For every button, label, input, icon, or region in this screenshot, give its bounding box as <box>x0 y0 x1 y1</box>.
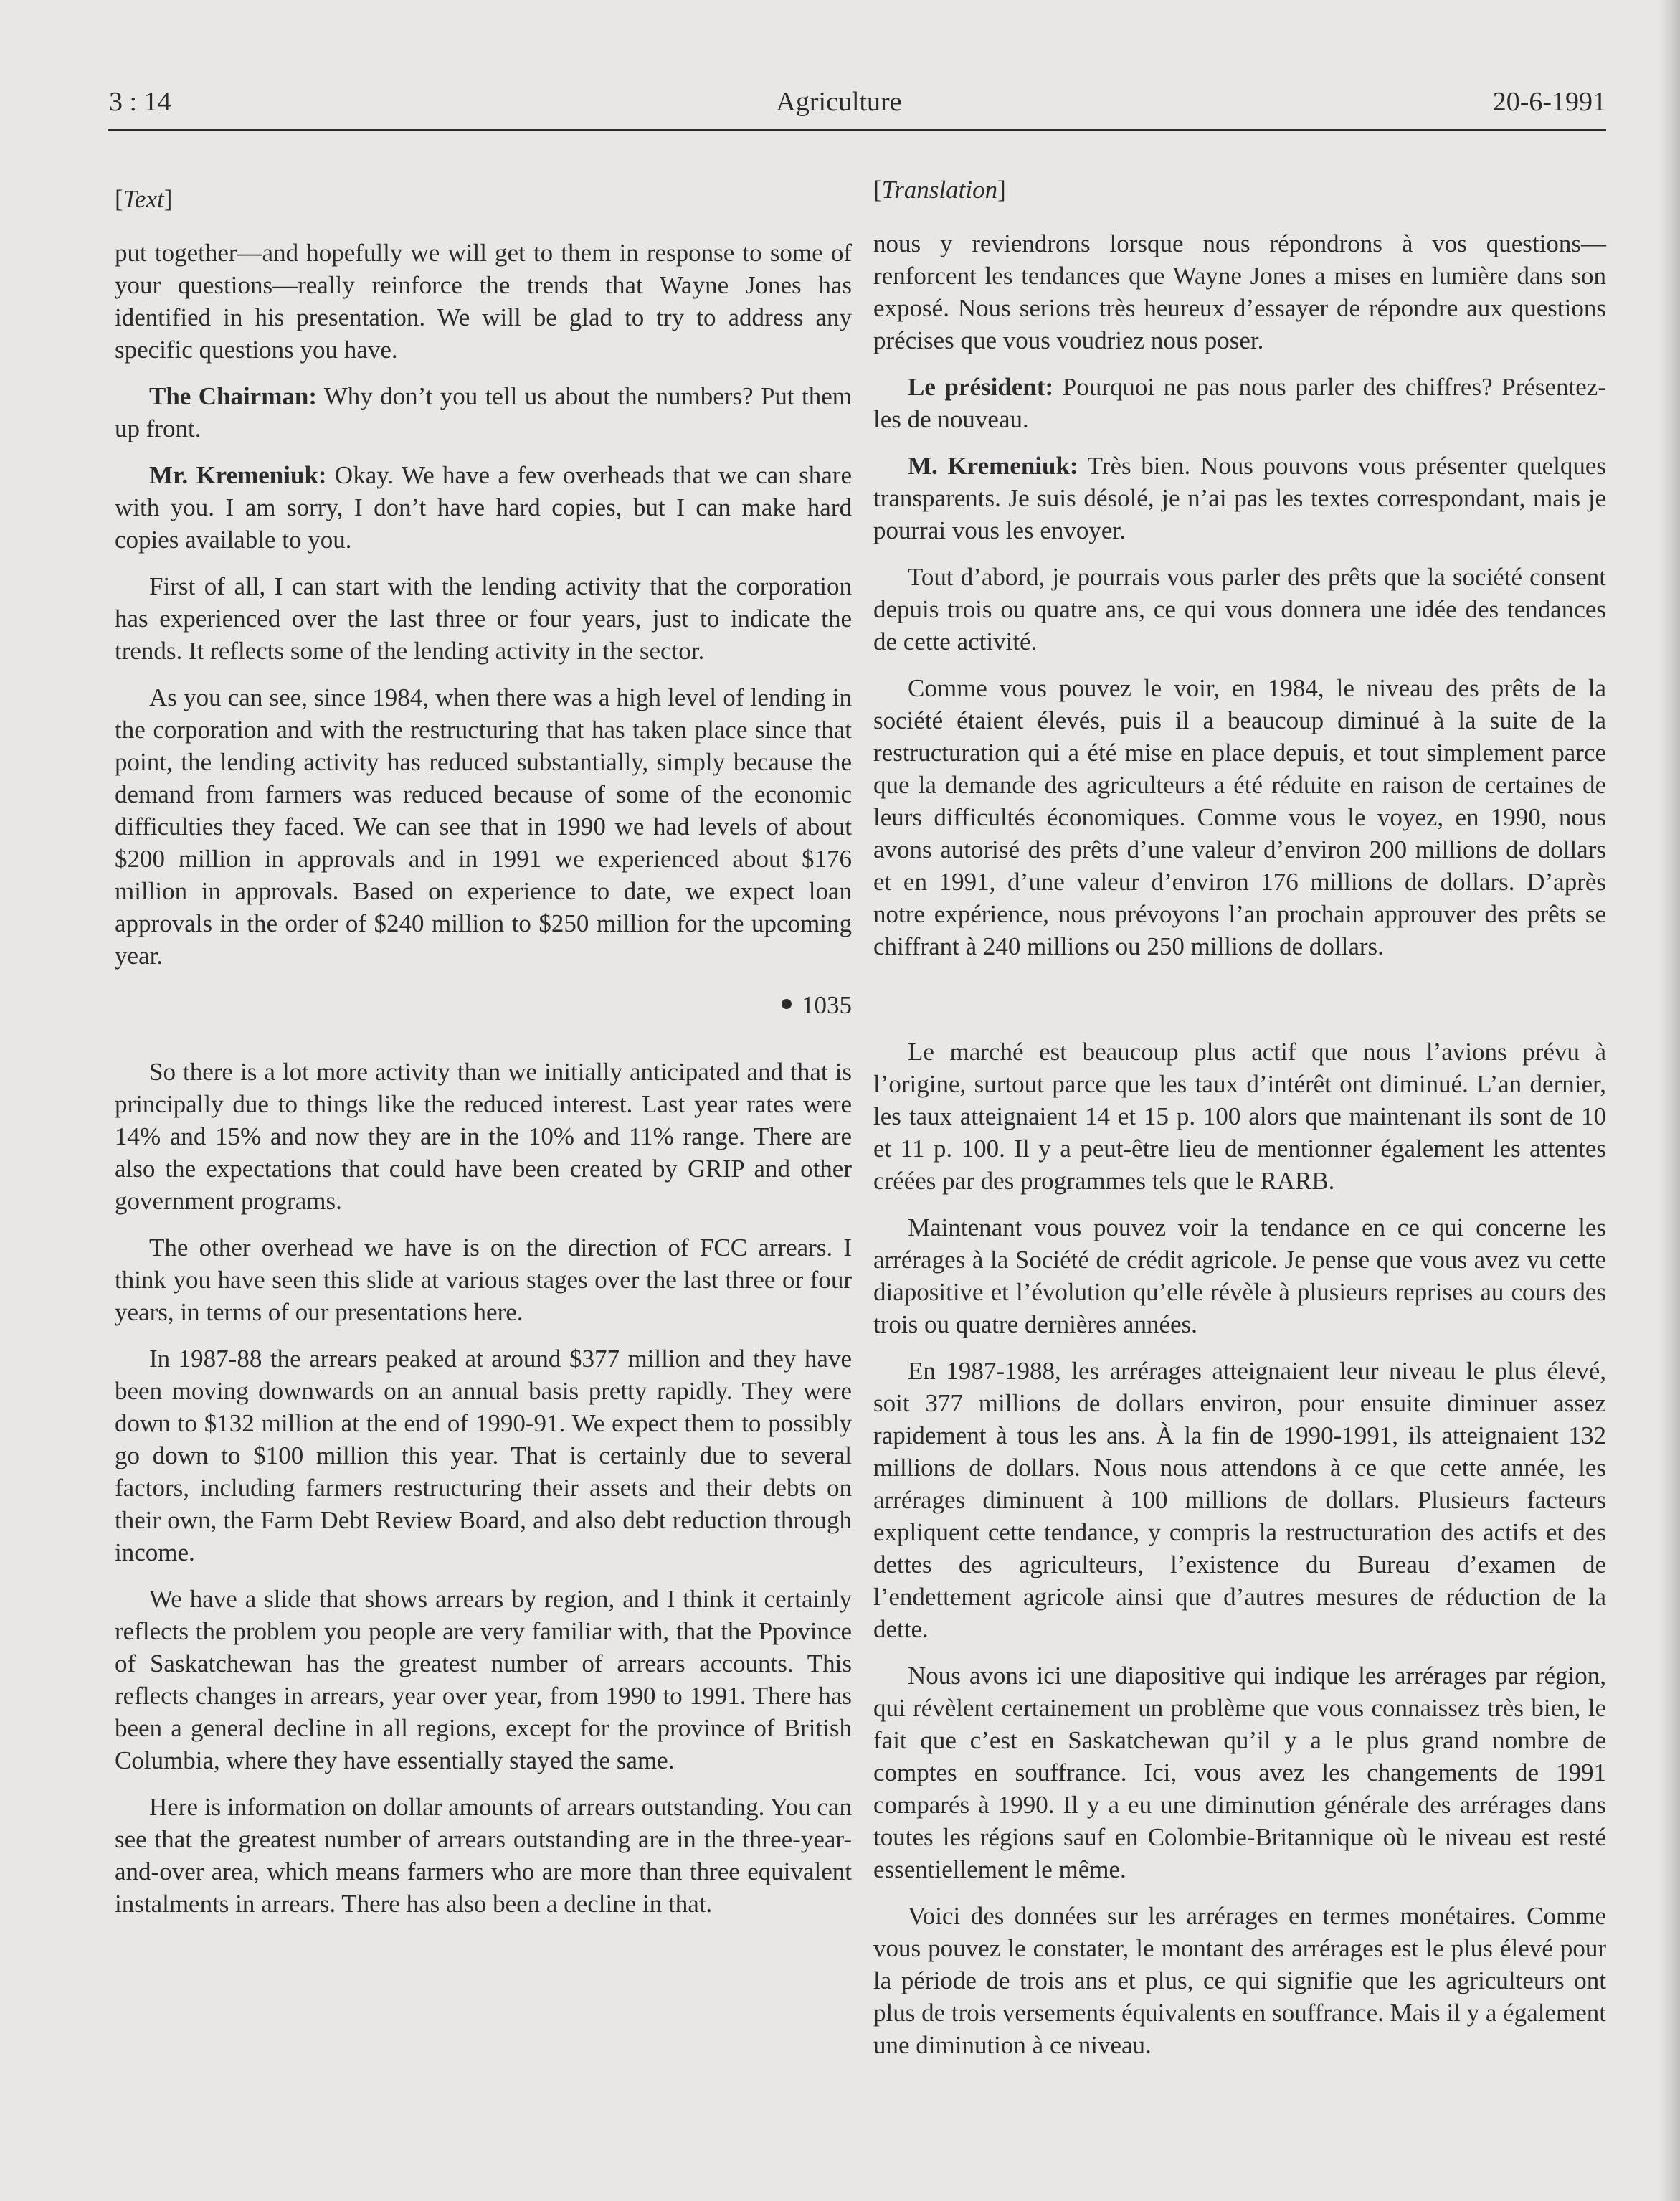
english-paragraph <box>115 1343 852 1568</box>
running-title: Agriculture <box>776 87 902 117</box>
english-paragraph <box>115 1791 852 1920</box>
speaker-name: M. Kremeniuk: <box>908 452 1078 480</box>
speaker-name: Le président: <box>908 373 1054 401</box>
paragraph-text: The other overhead we have is on the direction of FCC arrears. I think you have seen this slide at various stages over the last three or four years, in terms of our presentations here. <box>115 1234 852 1326</box>
french-column-spacer <box>873 977 1606 1036</box>
paragraph-text: As you can see, since 1984, when there was a high level of lending in the corporation and with the restructuring that has taken place since that point, the lending activity has reduced substantially, simply because the demand from farmers was reduced because of some of the economic difficulties they faced. We can see that in 1990 we had levels of about $200 million in approvals and in 1991 we experienced about $176 million in approvals. Based on experience to date, we expect loan approvals in the order of $240 million to $250 million for the upcoming year. <box>115 683 852 970</box>
english-paragraph <box>115 380 852 445</box>
french-column <box>873 174 1606 2075</box>
english-heading-text: Text <box>123 185 164 213</box>
french-paragraph <box>873 1660 1606 1885</box>
header-date: 20-6-1991 <box>1492 87 1606 117</box>
page-edge-shadow <box>1658 0 1680 2201</box>
french-paragraphs <box>873 227 1606 962</box>
english-paragraph <box>115 570 852 667</box>
english-paragraph <box>115 681 852 972</box>
english-paragraph <box>115 237 852 366</box>
english-paragraph <box>115 1231 852 1328</box>
paragraph-text: Pourquoi ne pas nous parler des chiffres? Présentez-les de nouveau. <box>873 373 1606 433</box>
french-paragraph <box>873 1900 1606 2061</box>
time-marker-text: 1035 <box>802 991 852 1019</box>
bullet-icon <box>782 999 792 1009</box>
english-column <box>115 183 852 1934</box>
french-paragraph <box>873 1211 1606 1340</box>
french-paragraph <box>873 1355 1606 1645</box>
french-column-heading: [Translation] <box>873 176 1006 204</box>
page-number: 3 : 14 <box>109 87 171 117</box>
french-heading-text: Translation <box>881 176 998 204</box>
speaker-name: Mr. Kremeniuk: <box>149 461 327 489</box>
header-rule <box>108 129 1606 131</box>
paragraph-text: Okay. We have a few overheads that we can share with you. I am sorry, I don’t have hard copies, but I can make hard copies available to you. <box>115 461 852 554</box>
speaker-name: The Chairman: <box>149 382 317 410</box>
english-paragraphs-continued <box>115 1056 852 1920</box>
paragraph-text: Comme vous pouvez le voir, en 1984, le niveau des prêts de la société étaient élevés, puis il a beaucoup diminué à la suite de la restructuration qui a été mise en place depuis, et tout simplement parce que la demande des agriculteurs a été réduite en raison de certaines de leurs difficultés économiques. Comme vous le voyez, en 1990, nous avons autorisé des prêts d’une valeur d’environ 200 millions de dollars et en 1991, d’une valeur d’environ 176 millions de dollars. D’après notre expérience, nous prévoyons l’an prochain approuver des prêts se chiffrant à 240 millions ou 250 millions de dollars. <box>873 674 1606 960</box>
paragraph-text: We have a slide that shows arrears by region, and I think it certainly reflects the problem you people are very familiar with, that the Ppovince of Saskatchewan has the greatest number of arrears accounts. This reflects changes in arrears, year over year, from 1990 to 1991. There has been a general decline in all regions, except for the province of British Columbia, where they have essentially stayed the same. <box>115 1585 852 1774</box>
paragraph-text: Le marché est beaucoup plus actif que nous l’avions prévu à l’origine, surtout parce que les taux d’intérêt ont diminué. L’an dernier, les taux atteignaient 14 et 15 p. 100 alors que maintenant ils sont de 10 et 11 p. 100. Il y a peut-être lieu de mentionner également les attentes créées par des programmes tels que le RARB. <box>873 1038 1606 1195</box>
paragraph-text: Très bien. Nous pouvons vous présenter quelques transparents. Je suis désolé, je n’ai pas les textes correspondant, mais je pourrai vous les envoyer. <box>873 452 1606 544</box>
english-column-heading: [Text] <box>115 185 173 213</box>
paragraph-text: put together—and hopefully we will get to them in response to some of your questions—really reinforce the trends that Wayne Jones has identified in his presentation. We will be glad to try to address any specific questions you have. <box>115 239 852 364</box>
paragraph-text: Maintenant vous pouvez voir la tendance en ce qui concerne les arrérages à la Société de crédit agricole. Je pense que vous avez vu cette diapositive et l’évolution qu’elle révèle à plusieurs reprises au cours des trois ou quatre dernières années. <box>873 1213 1606 1338</box>
french-paragraph <box>873 450 1606 546</box>
french-paragraph <box>873 1036 1606 1197</box>
paragraph-text: So there is a lot more activity than we initially anticipated and that is principally due to things like the reduced interest. Last year rates were 14% and 15% and now they are in the 10% and 11% range. There are also the expectations that could have been created by GRIP and other government programs. <box>115 1058 852 1215</box>
french-paragraph <box>873 227 1606 356</box>
english-paragraphs <box>115 237 852 972</box>
english-paragraph <box>115 459 852 556</box>
paragraph-text: In 1987-88 the arrears peaked at around $377 million and they have been moving downwards on an annual basis pretty rapidly. They were down to $132 million at the end of 1990-91. We expect them to possibly go down to $100 million this year. That is certainly due to several factors, including farmers restructuring their assets and their debts on their own, the Farm Debt Review Board, and also debt reduction through income. <box>115 1345 852 1566</box>
paragraph-text: Tout d’abord, je pourrais vous parler des prêts que la société consent depuis trois ou quatre ans, ce qui vous donnera une idée des tendances de cette activité. <box>873 563 1606 655</box>
paragraph-text: Nous avons ici une diapositive qui indique les arrérages par région, qui révèlent certainement un problème que vous connaissez très bien, le fait que c’est en Saskatchewan qu’il y a le plus grand nombre de comptes en souffrance. Ici, vous avez les changements de 1991 comparés à 1990. Il y a eu une diminution générale des arrérages dans toutes les régions sauf en Colombie-Britannique où le niveau est resté essentiellement le même. <box>873 1662 1606 1883</box>
time-marker <box>115 989 852 1021</box>
french-paragraphs-continued <box>873 1036 1606 2061</box>
paragraph-text: Why don’t you tell us about the numbers? Put them up front. <box>115 382 852 442</box>
paragraph-text: First of all, I can start with the lending activity that the corporation has experienced over the last three or four years, just to indicate the trends. It reflects some of the lending activity in the sector. <box>115 572 852 665</box>
paragraph-text: nous y reviendrons lorsque nous répondrons à vos questions— renforcent les tendances que Wayne Jones a mises en lumière dans son exposé. Nous serions très heureux d’essayer de répondre aux questions précises que vous voudriez nous poser. <box>873 229 1606 354</box>
english-paragraph <box>115 1583 852 1776</box>
paragraph-text: Here is information on dollar amounts of arrears outstanding. You can see that the greatest number of arrears outstanding are in the three-year-and-over area, which means farmers who are more than three equivalent instalments in arrears. There has also been a decline in that. <box>115 1793 852 1918</box>
paragraph-text: Voici des données sur les arrérages en termes monétaires. Comme vous pouvez le constater, le montant des arrérages est le plus élevé pour la période de trois ans et plus, ce qui signifie que les agriculteurs ont plus de trois versements équivalents en souffrance. Mais il y a également une diminution à ce niveau. <box>873 1902 1606 2059</box>
paragraph-text: En 1987-1988, les arrérages atteignaient leur niveau le plus élevé, soit 377 millions de dollars environ, pour ensuite diminuer assez rapidement à tous les ans. À la fin de 1990-1991, ils atteignaient 132 millions de dollars. Nous nous attendons à ce que cette année, les arrérages diminuent à 100 millions de dollars. Plusieurs facteurs expliquent cette tendance, y compris la restructuration des actifs et des dettes des agriculteurs, l’existence du Bureau d’examen de l’endettement agricole ainsi que d’autres mesures de réduction de la dette. <box>873 1357 1606 1643</box>
french-paragraph <box>873 561 1606 658</box>
french-paragraph <box>873 672 1606 962</box>
english-paragraph <box>115 1056 852 1217</box>
french-paragraph <box>873 371 1606 435</box>
